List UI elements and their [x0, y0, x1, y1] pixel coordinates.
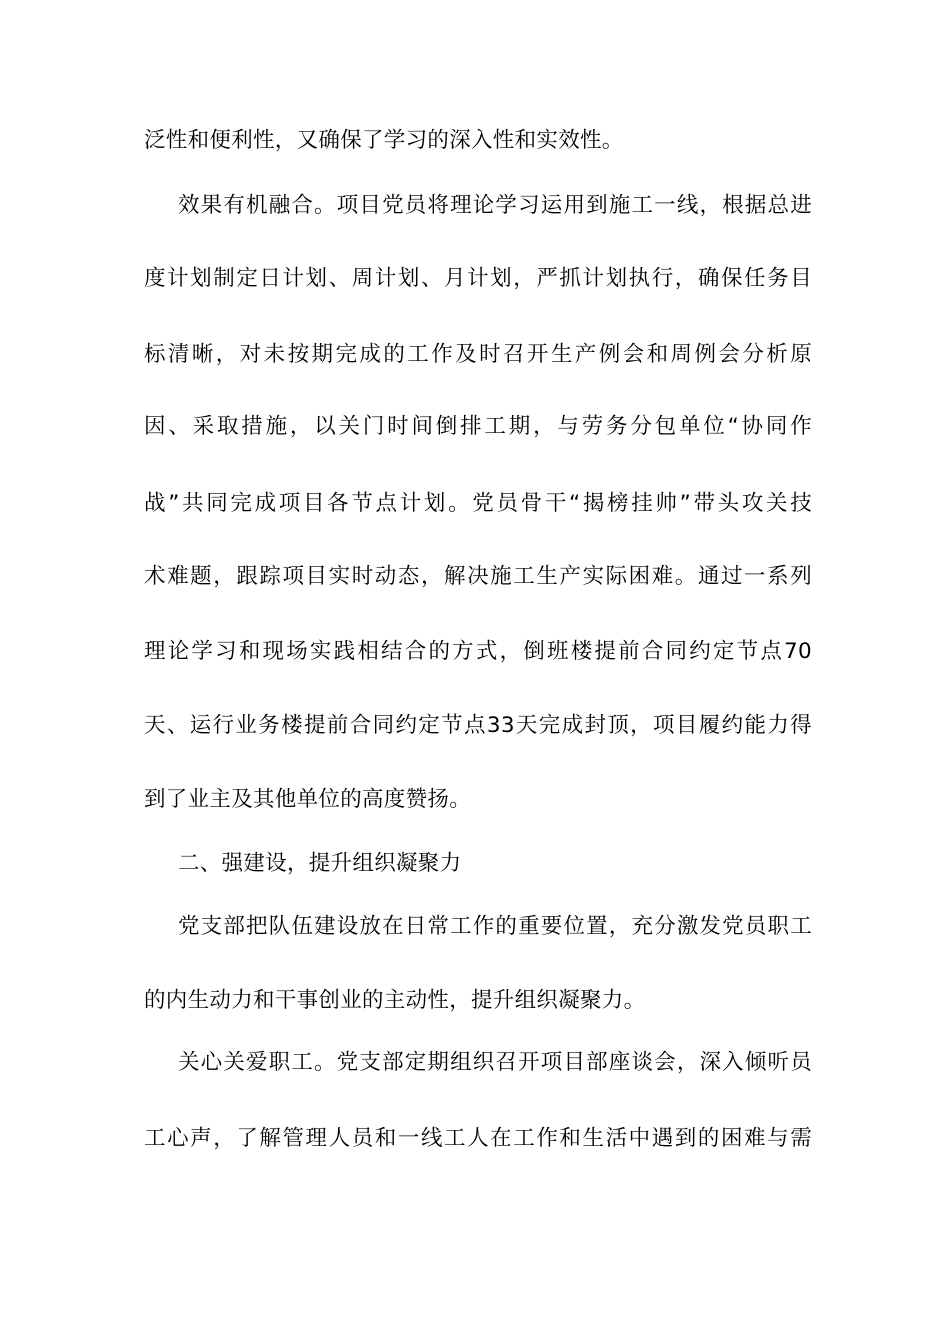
text-line: 理论学习和现场实践相结合的方式，倒班楼提前合同约定节点70 [144, 639, 812, 664]
paragraph-first-line: 效果有机融合。项目党员将理论学习运用到施工一线，根据总进 [178, 193, 812, 218]
paragraph-first-line: 党支部把队伍建设放在日常工作的重要位置，充分激发党员职工 [178, 914, 812, 939]
text-line: 度计划制定日计划、周计划、月计划，严抓计划执行，确保任务目 [144, 266, 812, 291]
text-line: 工心声，了解管理人员和一线工人在工作和生活中遇到的困难与需 [144, 1126, 812, 1151]
section-heading: 二、强建设，提升组织凝聚力 [178, 851, 462, 876]
paragraph-first-line: 关心关爱职工。党支部定期组织召开项目部座谈会，深入倾听员 [178, 1050, 812, 1075]
text-line: 战”共同完成项目各节点计划。党员骨干“揭榜挂帅”带头攻关技 [144, 491, 812, 516]
text-line: 因、采取措施，以关门时间倒排工期，与劳务分包单位“协同作 [144, 414, 812, 439]
text-line: 到了业主及其他单位的高度赞扬。 [144, 787, 472, 812]
text-line: 泛性和便利性，又确保了学习的深入性和实效性。 [144, 128, 624, 153]
text-line: 天、运行业务楼提前合同约定节点33天完成封顶，项目履约能力得 [144, 713, 812, 738]
text-line: 术难题，跟踪项目实时动态，解决施工生产实际困难。通过一系列 [144, 564, 812, 589]
text-line: 标清晰，对未按期完成的工作及时召开生产例会和周例会分析原 [144, 342, 812, 367]
text-line: 的内生动力和干事创业的主动性，提升组织凝聚力。 [144, 988, 646, 1013]
